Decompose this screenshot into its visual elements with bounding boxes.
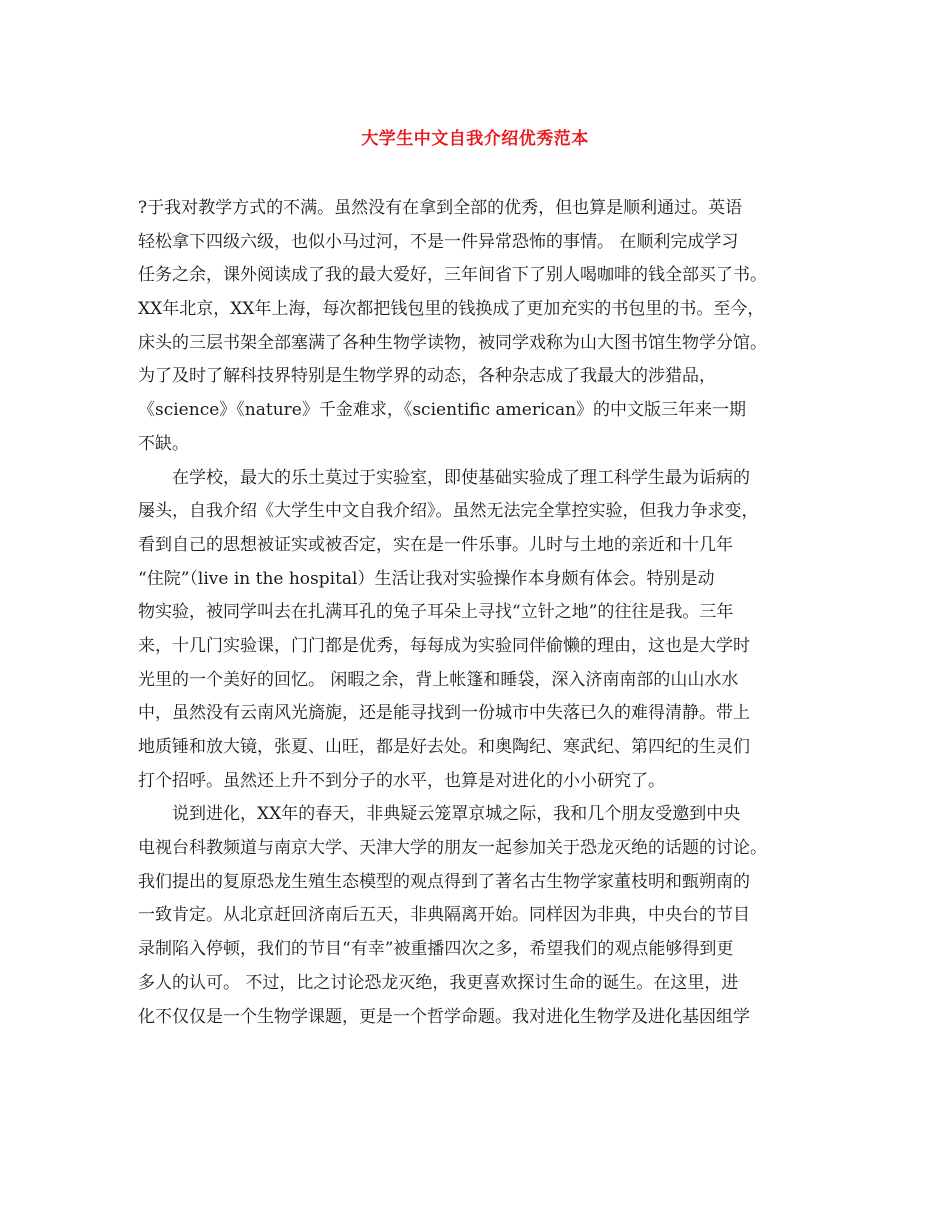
text-line: 《science》《nature》千金难求，《scientific american》的中文版三年来一期 bbox=[138, 400, 747, 421]
text-line: 来，十几门实验课，门门都是优秀，每每成为实验同伴偷懒的理由，这也是大学时 bbox=[138, 635, 750, 656]
text-line: 床头的三层书架全部塞满了各种生物学读物，被同学戏称为山大图书馆生物学分馆。 bbox=[138, 332, 767, 353]
paragraph-start-line: 在学校，最大的乐土莫过于实验室，即使基础实验成了理工科学生最为诟病的 bbox=[172, 467, 750, 488]
text-line: 多人的认可。 不过，比之讨论恐龙灭绝，我更喜欢探讨生命的诞生。在这里，进 bbox=[138, 972, 739, 993]
text-line: 中，虽然没有云南风光旖旎，还是能寻找到一份城市中失落已久的难得清静。带上 bbox=[138, 703, 750, 724]
text-line: 化不仅仅是一个生物学课题，更是一个哲学命题。我对进化生物学及进化基因组学 bbox=[138, 1006, 750, 1027]
text-line: 为了及时了解科技界特别是生物学界的动态，各种杂志成了我最大的涉猎品， bbox=[138, 366, 716, 387]
document-body bbox=[138, 192, 818, 1034]
text-line: ?于我对教学方式的不满。虽然没有在拿到全部的优秀，但也算是顺利通过。英语 bbox=[138, 198, 743, 218]
document-title: 大学生中文自我介绍优秀范本 bbox=[361, 129, 589, 149]
text-line: 轻松拿下四级六级，也似小马过河，不是一件异常恐怖的事情。 在顺利完成学习 bbox=[138, 231, 739, 252]
text-line: 任务之余，课外阅读成了我的最大爱好，三年间省下了别人喝咖啡的钱全部买了书。 bbox=[138, 265, 767, 286]
text-line: 一致肯定。从北京赶回济南后五天，非典隔离开始。同样因为非典，中央台的节目 bbox=[138, 905, 750, 926]
text-line: 不缺。 bbox=[138, 433, 189, 454]
text-line: 屡头，自我介绍《大学生中文自我介绍》。虽然无法完全掌控实验，但我力争求变， bbox=[138, 501, 759, 522]
text-line: 光里的一个美好的回忆。 闲暇之余，背上帐篷和睡袋，深入济南南部的山山水水 bbox=[138, 669, 739, 690]
text-line: 物实验，被同学叫去在扎满耳孔的兔子耳朵上寻找“立针之地”的往往是我。三年 bbox=[138, 602, 734, 623]
text-line: XX年北京，XX年上海，每次都把钱包里的钱换成了更加充实的书包里的书。至今， bbox=[138, 299, 765, 320]
text-line: 录制陷入停顿，我们的节目“有幸”被重播四次之多，希望我们的观点能够得到更 bbox=[138, 939, 734, 960]
text-line: 电视台科教频道与南京大学、天津大学的朋友一起参加关于恐龙灭绝的话题的讨论。 bbox=[138, 838, 767, 859]
text-line: 地质锤和放大镜，张夏、山旺，都是好去处。和奥陶纪、寒武纪、第四纪的生灵们 bbox=[138, 737, 750, 757]
text-line: “住院”（live in the hospital）生活让我对实验操作本身颇有体会。特别是动 bbox=[138, 568, 715, 589]
text-line: 我们提出的复原恐龙生殖生态模型的观点得到了著名古生物学家董枝明和甄朔南的 bbox=[138, 871, 750, 892]
text-line: 打个招呼。虽然还上升不到分子的水平，也算是对进化的小小研究了。 bbox=[138, 770, 665, 791]
text-line: 看到自己的思想被证实或被否定，实在是一件乐事。儿时与土地的亲近和十几年 bbox=[138, 534, 733, 555]
paragraph-start-line: 说到进化，XX年的春天，非典疑云笼罩京城之际，我和几个朋友受邀到中央 bbox=[172, 804, 741, 825]
